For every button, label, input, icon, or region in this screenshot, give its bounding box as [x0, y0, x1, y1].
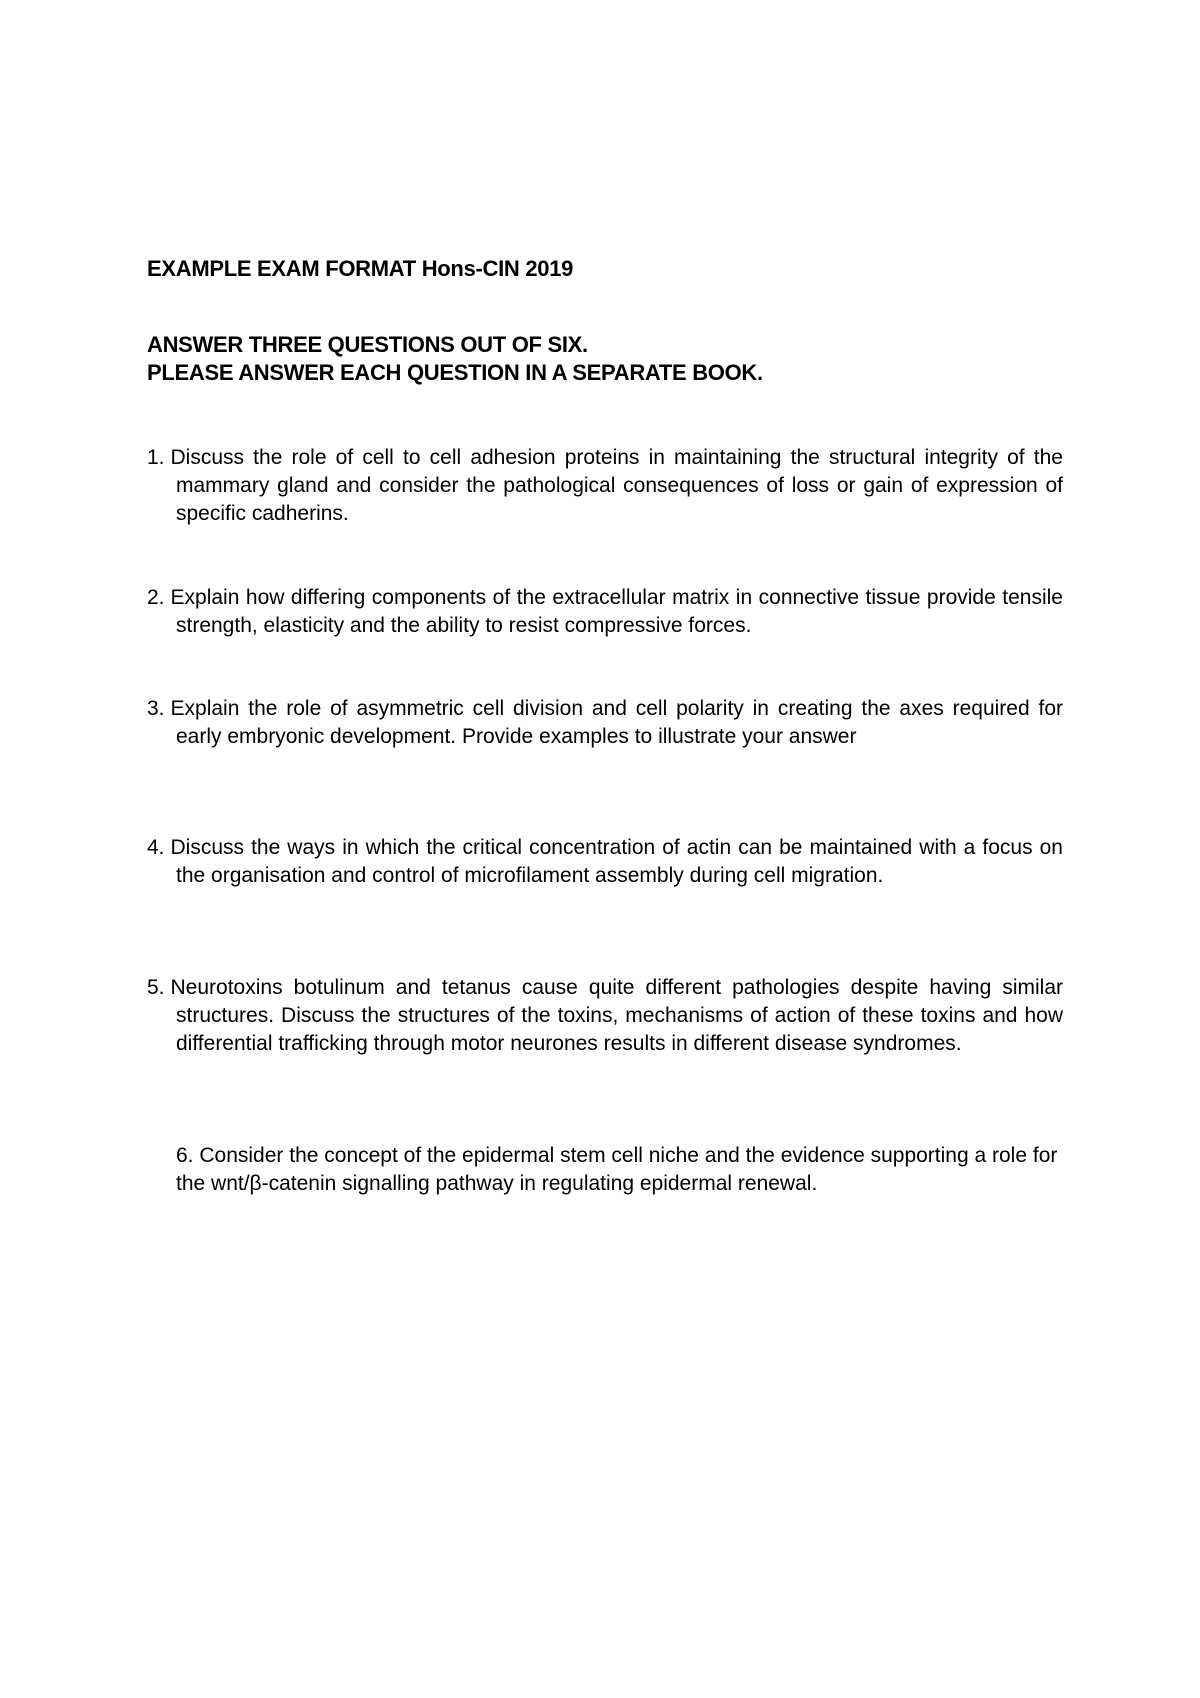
question-number: 3.	[147, 697, 165, 720]
question-3	[147, 695, 1063, 751]
question-6	[176, 1142, 1076, 1198]
question-number: 6.	[176, 1144, 194, 1167]
question-number: 4.	[147, 836, 165, 859]
question-number: 1.	[147, 446, 165, 469]
question-number: 2.	[147, 586, 165, 609]
question-4	[147, 834, 1063, 890]
question-text: Explain how differing components of the extracellular matrix in connective tissue provide tensile strength, elasticity and the ability to resist compressive forces.	[170, 586, 1063, 637]
exam-title: EXAMPLE EXAM FORMAT Hons-CIN 2019	[147, 256, 574, 281]
question-text: Neurotoxins botulinum and tetanus cause quite different pathologies despite having similar structures. Discuss the structures of the toxins, mechanisms of action of these toxins and how differential trafficking through motor neurones results in different disease syndromes.	[170, 976, 1063, 1055]
question-1	[147, 444, 1063, 528]
question-2	[147, 584, 1063, 640]
instruction-answer-three: ANSWER THREE QUESTIONS OUT OF SIX.	[147, 332, 588, 357]
question-number: 5.	[147, 976, 165, 999]
question-text: Discuss the role of cell to cell adhesion proteins in maintaining the structural integrity of the mammary gland and consider the pathological consequences of loss or gain of expression of specific cadherins.	[170, 446, 1063, 525]
question-5	[147, 974, 1063, 1058]
question-text: Explain the role of asymmetric cell division and cell polarity in creating the axes required for early embryonic development. Provide examples to illustrate your answer	[170, 697, 1063, 748]
instruction-separate-book: PLEASE ANSWER EACH QUESTION IN A SEPARATE BOOK.	[147, 360, 763, 385]
question-text: Discuss the ways in which the critical concentration of actin can be maintained with a focus on the organisation and control of microfilament assembly during cell migration.	[170, 836, 1063, 887]
question-text: Consider the concept of the epidermal stem cell niche and the evidence supporting a role for the wnt/β-catenin signalling pathway in regulating epidermal renewal.	[176, 1144, 1058, 1195]
